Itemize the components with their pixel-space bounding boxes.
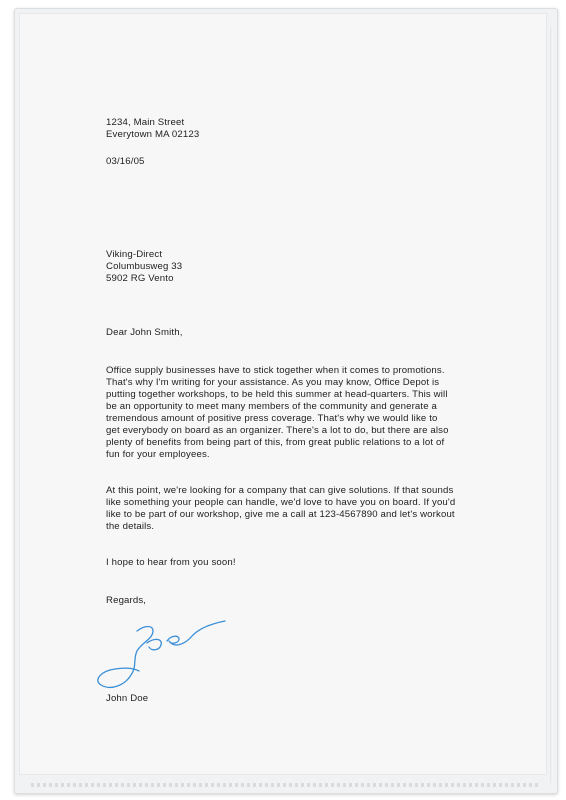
- sender-address-line: 1234, Main Street: [106, 117, 185, 128]
- paragraph-line: like to be part of our workshop, give me a call at 123-4567890 and let's workout: [106, 509, 455, 520]
- date-text: 03/16/05: [106, 156, 145, 167]
- paragraph-line: That's why I'm writing for your assistance. As you may know, Office Depot is: [106, 377, 440, 388]
- greeting: [106, 327, 183, 339]
- paragraph-line: like something your people can handle, we'd love to have you on board. If you'd: [106, 497, 456, 508]
- closing-line: [106, 557, 236, 569]
- recipient-address-line: Columbusweg 33: [106, 261, 183, 272]
- paragraph-line: Office supply businesses have to stick together when it comes to promotions.: [106, 365, 445, 376]
- recipient-address: [106, 249, 182, 285]
- signature-name-text: John Doe: [106, 693, 149, 704]
- paragraph-line: tremendous amount of positive press coverage. That's why we would like to: [106, 413, 438, 424]
- sender-address: [106, 117, 199, 141]
- recipient-address-line: 5902 RG Vento: [106, 273, 174, 284]
- letter-paper: [19, 13, 547, 775]
- sender-address-line: Everytown MA 02123: [106, 129, 200, 140]
- paragraph-line: be an opportunity to meet many members of the community and generate a: [106, 401, 438, 412]
- paragraph-line: plenty of benefits from being part of this, from great public relations to a lot of: [106, 437, 445, 448]
- sleeve-edge: [550, 27, 553, 783]
- closing-line-text: I hope to hear from you soon!: [106, 557, 236, 568]
- paragraph-2: [106, 485, 524, 533]
- sleeve-perforation: [31, 783, 541, 787]
- paragraph-line: At this point, we're looking for a company that can give solutions. If that sounds: [106, 485, 454, 496]
- handwritten-signature: [75, 613, 235, 708]
- valediction: [106, 595, 146, 607]
- paragraph-line: the details.: [106, 521, 155, 532]
- paragraph-line: get everybody on board as an organizer. There's a lot to do, but there are also: [106, 425, 449, 436]
- paragraph-line: putting together workshops, to be held this summer at head-quarters. This will: [106, 389, 448, 400]
- valediction-text: Regards,: [106, 595, 147, 606]
- letter-date: [106, 156, 145, 168]
- paragraph-1: [106, 365, 524, 461]
- paragraph-line: fun for your employees.: [106, 449, 210, 460]
- greeting-text: Dear John Smith,: [106, 327, 183, 338]
- recipient-address-line: Viking-Direct: [106, 249, 163, 260]
